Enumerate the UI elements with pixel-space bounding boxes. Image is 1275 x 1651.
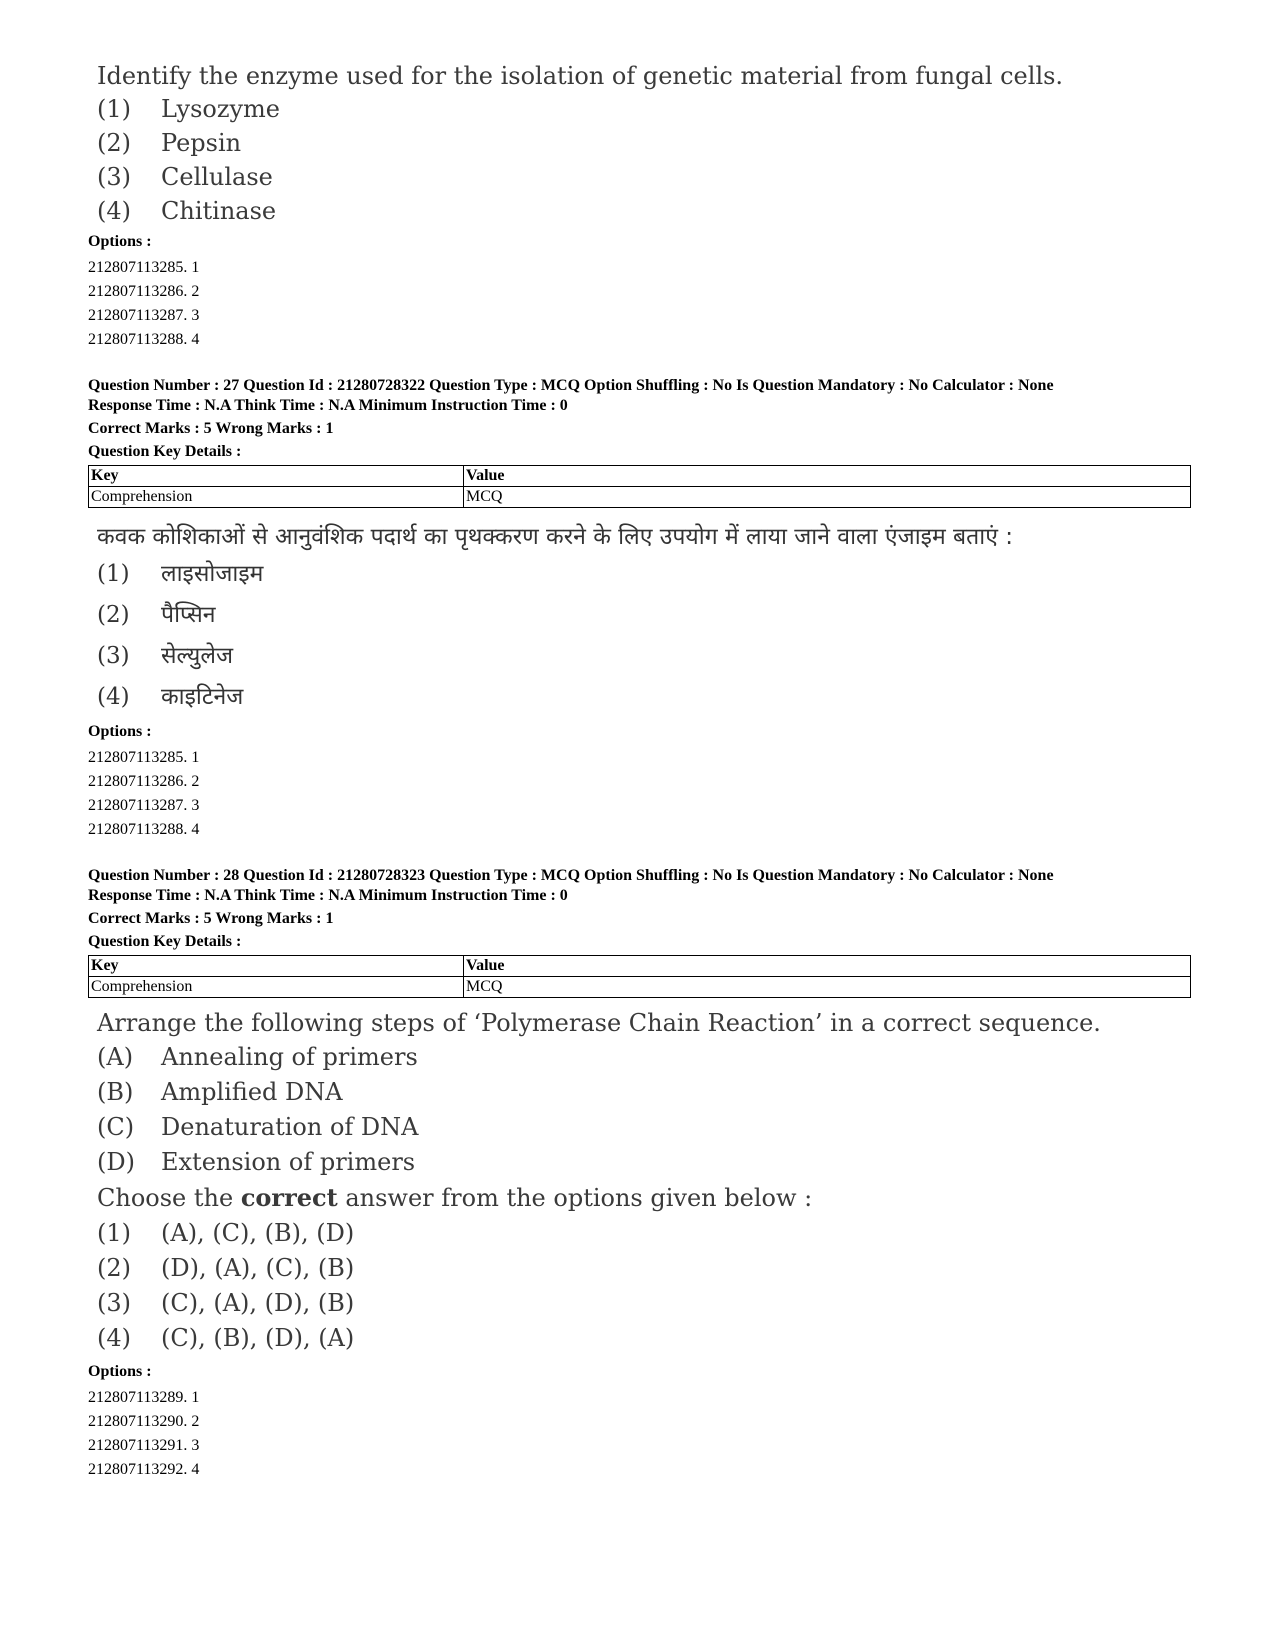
choice-text: लाइसोजाइम xyxy=(161,561,264,587)
q26-choice xyxy=(97,126,1063,160)
q26-stem: Identify the enzyme used for the isolation of genetic material from fungal cells. xyxy=(97,62,1064,90)
choice-text: (C), (B), (D), (A) xyxy=(161,1324,355,1352)
option-code: 212807113290. 2 xyxy=(88,1413,200,1430)
table-row xyxy=(89,487,1191,508)
q26-choice xyxy=(97,92,1063,126)
option-code: 212807113288. 4 xyxy=(88,821,200,838)
option-code: 212807113286. 2 xyxy=(88,283,200,300)
choice-number: (4) xyxy=(97,684,130,710)
q28-header-line2: Response Time : N.A Think Time : N.A Minimum Instruction Time : 0 xyxy=(88,887,568,904)
value-header: Value xyxy=(464,466,1191,487)
instruction-emphasis: correct xyxy=(240,1183,338,1212)
q27-stem: कवक कोशिकाओं से आनुवंशिक पदार्थ का पृथक्करण करने के लिए उपयोग में लाया जाने वाला एंजाइम बताएं : xyxy=(97,524,1013,550)
choice-text: सेल्युलेज xyxy=(161,643,234,669)
q27-marks: Correct Marks : 5 Wrong Marks : 1 xyxy=(88,420,334,437)
key-cell: Comprehension xyxy=(89,977,464,998)
q27-choice xyxy=(97,554,1013,595)
options-label: Options : xyxy=(88,723,152,740)
option-code: 212807113285. 1 xyxy=(88,259,200,276)
item-text: Denaturation of DNA xyxy=(161,1113,419,1141)
item-letter: (A) xyxy=(97,1043,134,1071)
q28-header xyxy=(88,866,1188,952)
table-header-row xyxy=(89,956,1191,977)
q28-item xyxy=(97,1040,1101,1075)
q28-choice xyxy=(97,1251,1101,1286)
choice-text: Chitinase xyxy=(161,197,277,225)
q26-choice xyxy=(97,194,1063,228)
q28-choice xyxy=(97,1286,1101,1321)
instruction-text: Choose the xyxy=(97,1184,241,1212)
q27-choice xyxy=(97,595,1013,636)
q27-header-line2: Response Time : N.A Think Time : N.A Minimum Instruction Time : 0 xyxy=(88,397,568,414)
q28-key-table xyxy=(88,955,1191,998)
options-label: Options : xyxy=(88,1363,152,1380)
instruction-text: answer from the options given below : xyxy=(337,1184,813,1212)
choice-text: (C), (A), (D), (B) xyxy=(161,1289,355,1317)
option-code: 212807113291. 3 xyxy=(88,1437,200,1454)
choice-number: (2) xyxy=(97,602,130,628)
q28-choice xyxy=(97,1216,1101,1251)
choice-text: (A), (C), (B), (D) xyxy=(161,1219,355,1247)
q28-key-details-label: Question Key Details : xyxy=(88,933,242,950)
value-cell: MCQ xyxy=(464,487,1191,508)
q27-header xyxy=(88,376,1188,462)
option-code: 212807113287. 3 xyxy=(88,307,200,324)
q28-stem: Arrange the following steps of ‘Polymerase Chain Reaction’ in a correct sequence. xyxy=(97,1009,1101,1037)
q27-choice xyxy=(97,677,1013,718)
key-cell: Comprehension xyxy=(89,487,464,508)
q28-question xyxy=(97,1006,1101,1356)
item-letter: (D) xyxy=(97,1148,135,1176)
q26-choice xyxy=(97,160,1063,194)
q28-marks: Correct Marks : 5 Wrong Marks : 1 xyxy=(88,910,334,927)
choice-text: Lysozyme xyxy=(161,95,281,123)
q26-question xyxy=(97,60,1063,228)
choice-text: Pepsin xyxy=(161,129,242,157)
q27-options xyxy=(88,722,199,842)
q28-options xyxy=(88,1362,199,1482)
q28-choice xyxy=(97,1321,1101,1356)
q28-instruction xyxy=(97,1180,1101,1216)
choice-text: पैप्सिन xyxy=(161,602,216,628)
option-code: 212807113286. 2 xyxy=(88,773,200,790)
option-code: 212807113287. 3 xyxy=(88,797,200,814)
q27-key-details-label: Question Key Details : xyxy=(88,443,242,460)
q28-item xyxy=(97,1110,1101,1145)
q28-header-line1: Question Number : 28 Question Id : 21280728323 Question Type : MCQ Option Shuffling : No Is Question Mandatory : No Calculator : None xyxy=(88,867,1054,884)
item-text: Extension of primers xyxy=(161,1148,416,1176)
q28-item xyxy=(97,1075,1101,1110)
table-row xyxy=(89,977,1191,998)
table-header-row xyxy=(89,466,1191,487)
option-code: 212807113285. 1 xyxy=(88,749,200,766)
choice-number: (3) xyxy=(97,1289,131,1317)
choice-number: (3) xyxy=(97,163,131,191)
key-header: Key xyxy=(89,466,464,487)
item-letter: (C) xyxy=(97,1113,135,1141)
value-cell: MCQ xyxy=(464,977,1191,998)
value-header: Value xyxy=(464,956,1191,977)
item-text: Annealing of primers xyxy=(161,1043,418,1071)
choice-number: (1) xyxy=(97,1219,131,1247)
option-code: 212807113289. 1 xyxy=(88,1389,200,1406)
choice-number: (2) xyxy=(97,1254,131,1282)
choice-number: (3) xyxy=(97,643,130,669)
item-letter: (B) xyxy=(97,1078,134,1106)
q27-header-line1: Question Number : 27 Question Id : 21280728322 Question Type : MCQ Option Shuffling : No Is Question Mandatory : No Calculator : None xyxy=(88,377,1054,394)
choice-number: (1) xyxy=(97,95,131,123)
choice-text: (D), (A), (C), (B) xyxy=(161,1254,355,1282)
choice-number: (4) xyxy=(97,1324,131,1352)
q26-options xyxy=(88,232,199,352)
item-text: Amplified DNA xyxy=(161,1078,343,1106)
choice-text: काइटिनेज xyxy=(161,684,244,710)
choice-number: (2) xyxy=(97,129,131,157)
q27-choice xyxy=(97,636,1013,677)
choice-number: (4) xyxy=(97,197,131,225)
choice-text: Cellulase xyxy=(161,163,273,191)
choice-number: (1) xyxy=(97,561,130,587)
options-label: Options : xyxy=(88,233,152,250)
q27-question-hindi xyxy=(97,520,1013,718)
q28-item xyxy=(97,1145,1101,1180)
q27-key-table xyxy=(88,465,1191,508)
key-header: Key xyxy=(89,956,464,977)
option-code: 212807113292. 4 xyxy=(88,1461,200,1478)
option-code: 212807113288. 4 xyxy=(88,331,200,348)
